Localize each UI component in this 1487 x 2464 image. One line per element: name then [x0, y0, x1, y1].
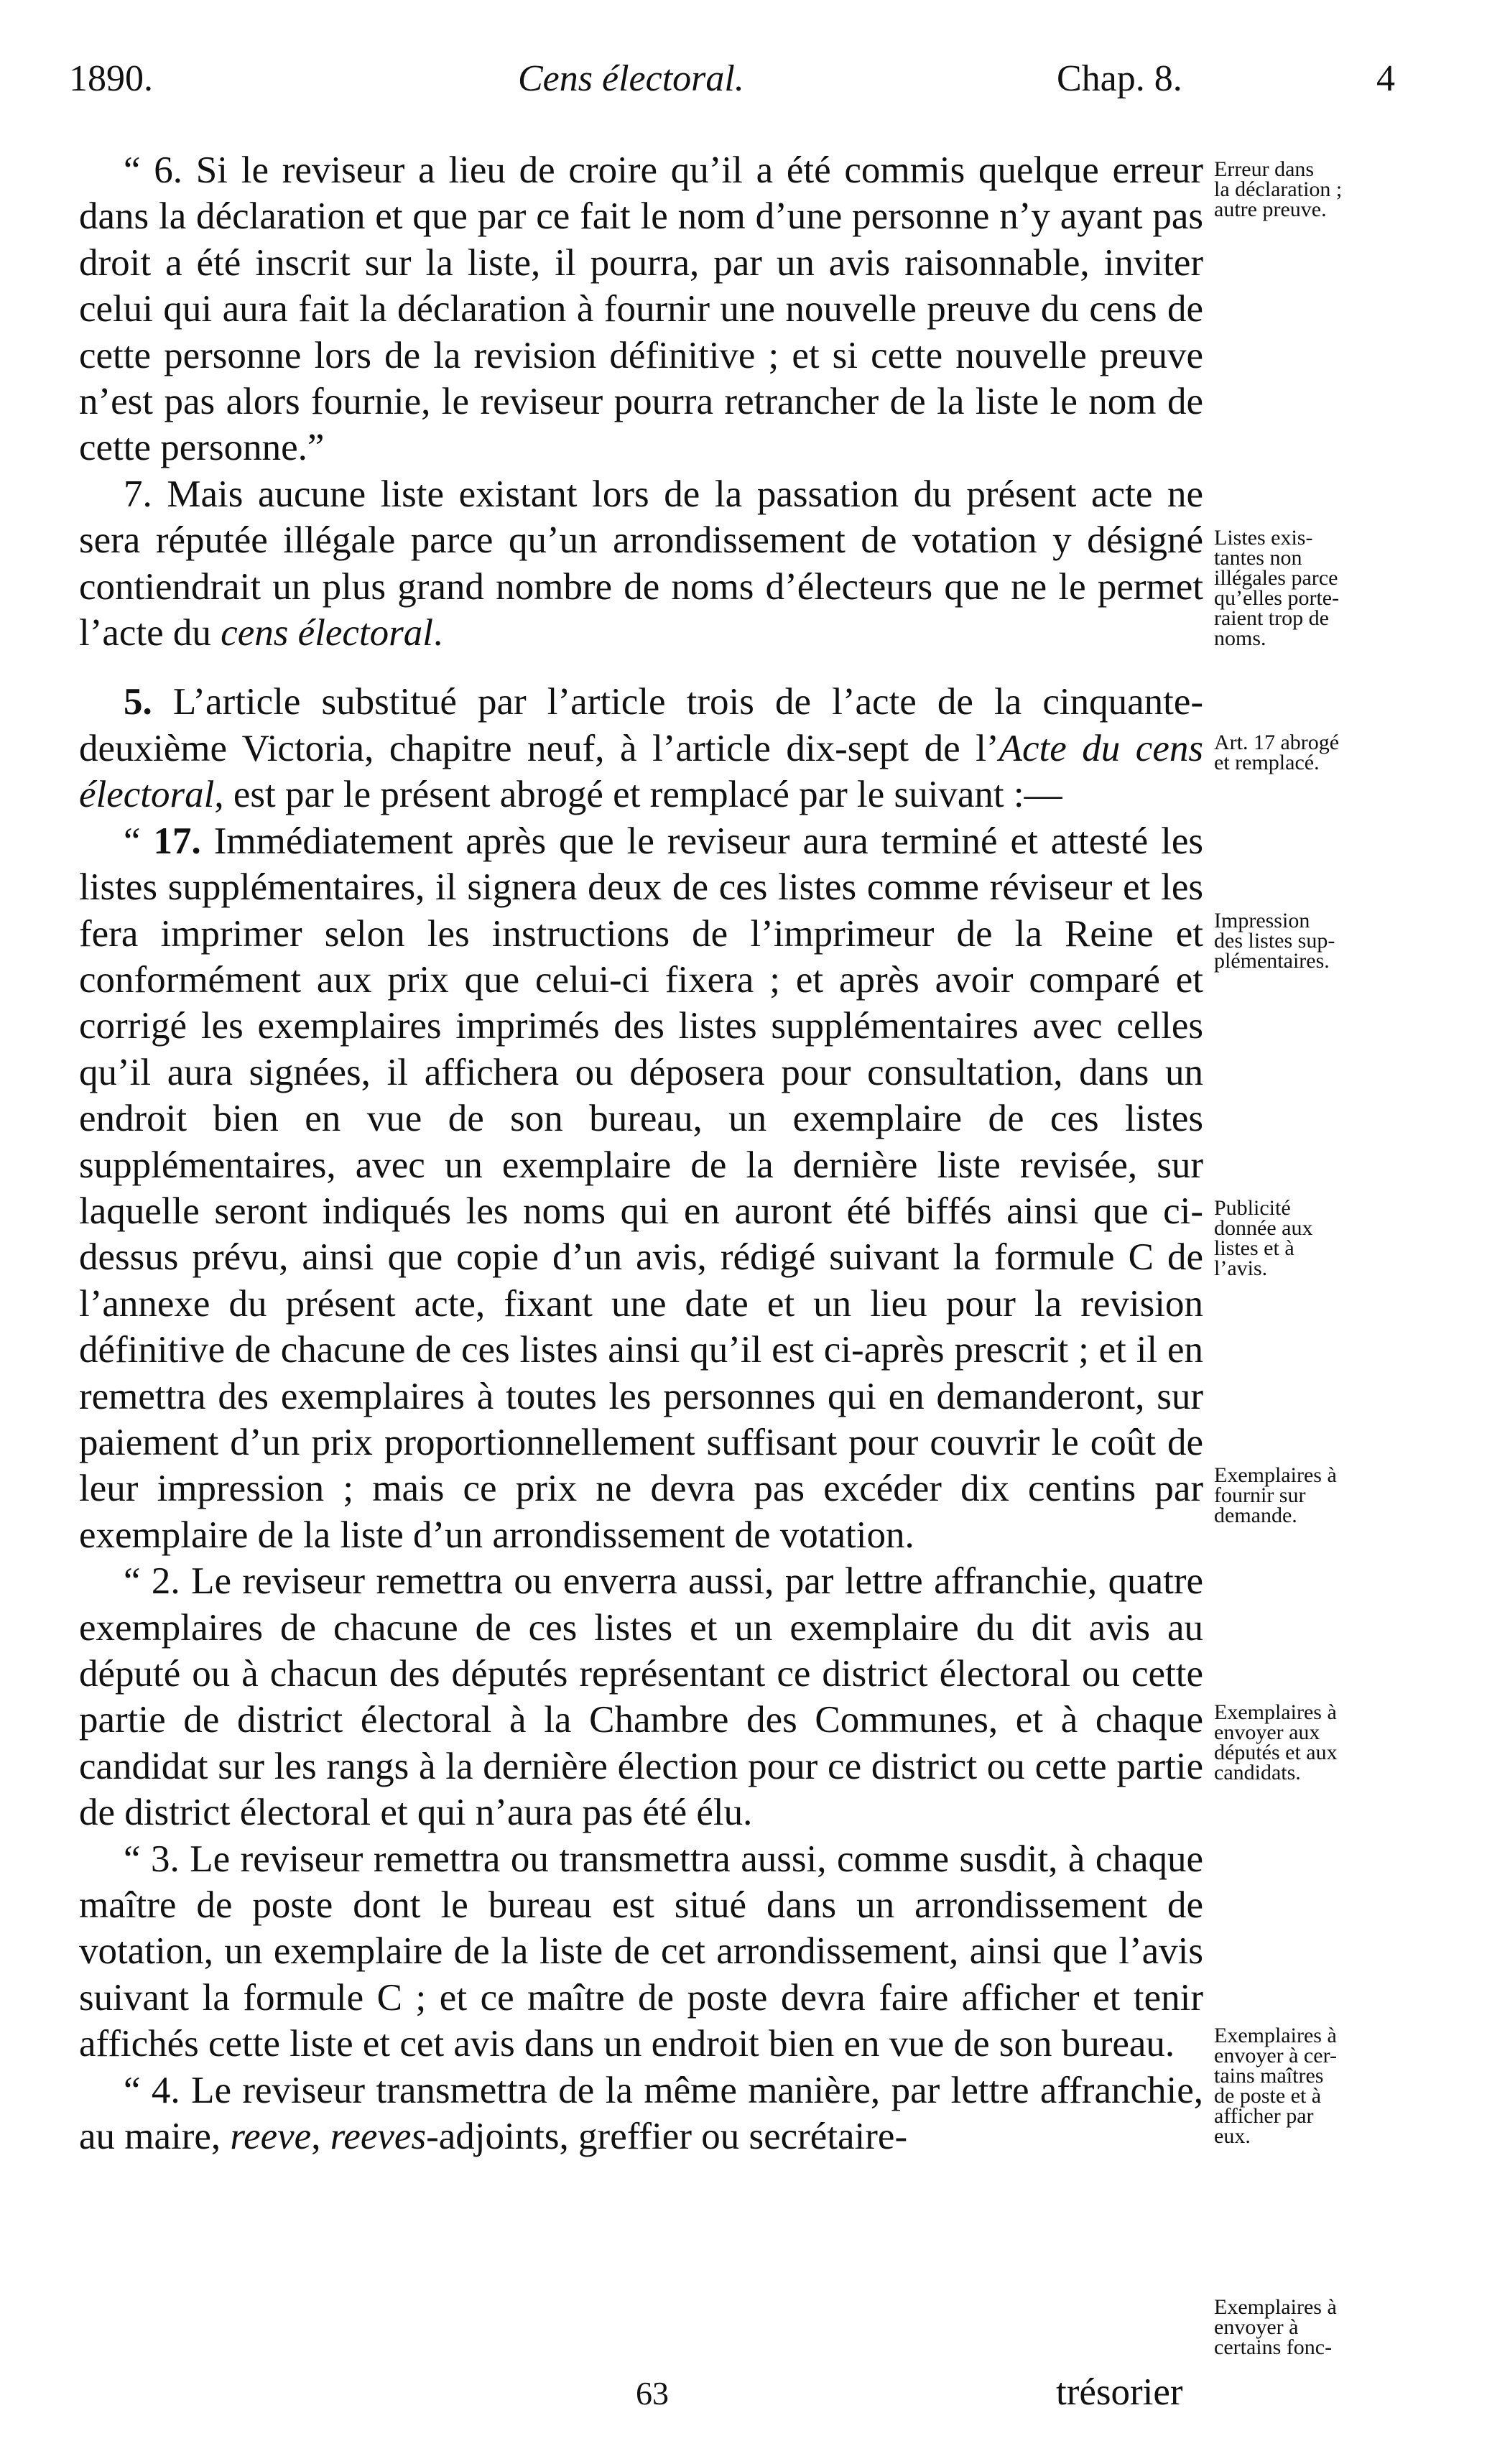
margin-note-exemplaires-deputes: Exemplaires à envoyer aux députés et aux candidats. — [1214, 1700, 1338, 1784]
subsection-4: “ 4. Le reviseur transmettra de la même manière, par lettre affranchie, au maire, reeve, reeves-adjoints, greffier ou secrétaire- — [79, 2069, 1203, 2158]
paragraph-6: “ 6. Si le reviseur a lieu de croire qu’il a été commis quelque erreur dans la déclaration et que par ce fait le nom d’une personne n’y ayant pas droit a été inscrit sur la liste, il pourra, par un avis raisonnable, inviter celui qui aura fait la déclaration à fournir une nouvelle preuve du cens de cette personne lors de la revision définitive ; et si cette nouvelle preuve n’est pas alors fournie, le reviseur pourra retrancher de la liste le nom de cette personne.” — [79, 149, 1203, 469]
header-page-number: 4 — [1376, 58, 1395, 99]
catchword: trésorier — [1056, 2371, 1183, 2413]
subsection-2: “ 2. Le reviseur remettra ou enverra aussi, par lettre affranchie, quatre exemplaires de chacune de ces listes et un exemplaire du dit avis au député ou à chacun des députés représentant ce district électoral ou cette partie de district électoral à la Chambre des Communes, et à chaque candidat sur les rangs à la dernière élection pour ce district ou cette partie de district électoral et qui n’aura pas été élu. — [79, 1560, 1203, 1834]
signature-mark: 63 — [636, 2375, 669, 2412]
header-year: 1890. — [69, 58, 153, 99]
header-chapter: Chap. 8. — [1057, 58, 1182, 99]
margin-note-art-17: Art. 17 abrogé et remplacé. — [1214, 731, 1340, 774]
margin-note-publicite: Publicité donnée aux listes et à l’avis. — [1214, 1196, 1313, 1280]
section-5: 5. L’article substitué par l’article trois de l’acte de la cinquante-deuxième Victoria, chapitre neuf, à l’article dix-sept de l’Acte du cens électoral, est par le présent abrogé et remplacé par le suivant :— — [79, 681, 1203, 816]
margin-note-maitres-de-poste: Exemplaires à envoyer à cer- tains maîtres de poste et à afficher par eux. — [1214, 2024, 1337, 2148]
main-text — [79, 147, 1203, 2159]
section-17: “ 17. Immédiatement après que le reviseur aura terminé et attesté les listes supplémentaires, il signera deux de ces listes comme réviseur et les fera imprimer selon les instructions de l’imprimeur de la Reine et conformément aux prix que celui-ci fixera ; et après avoir comparé et corrigé les exemplaires imprimés des listes supplémentaires avec celles qu’il aura signées, il affichera ou déposera pour consultation, dans un endroit bien en vue de son bureau, un exemplaire de ces listes supplémentaires, avec un exemplaire de la dernière liste revisée, sur laquelle seront indiqués les noms qui en auront été biffés ainsi que ci-dessus prévu, ainsi que copie d’un avis, rédigé suivant la formule C de l’annexe du présent acte, fixant une date et un lieu pour la revision définitive de chacune de ces listes ainsi qu’il est ci-après prescrit ; et il en remettra des exemplaires à toutes les personnes qui en demanderont, sur paiement d’un prix proportionnellement suffisant pour couvrir le coût de leur impression ; mais ce prix ne devra pas excéder dix centins par exemplaire de la liste d’un arrondissement de votation. — [79, 820, 1203, 1556]
margin-note-fonctionnaires: Exemplaires à envoyer à certains fonc- — [1214, 2295, 1337, 2359]
section-17-number: 17. — [153, 820, 201, 862]
margin-note-impression: Impression des listes sup- plémentaires. — [1214, 909, 1335, 973]
paragraph-7: 7. Mais aucune liste existant lors de la passation du présent acte ne sera réputée illégale parce qu’un arrondissement de votation y désigné contiendrait un plus grand nombre de noms d’électeurs que ne le permet l’acte du cens électoral. — [79, 473, 1203, 654]
margin-note-erreur: Erreur dans la déclaration ; autre preuve. — [1214, 157, 1343, 221]
margin-note-exemplaires-demande: Exemplaires à fournir sur demande. — [1214, 1463, 1337, 1527]
section-5-number: 5. — [124, 681, 152, 723]
header-title: Cens électoral. — [518, 58, 744, 99]
margin-note-listes-existantes: Listes exis- tantes non illégales parce qu’elles porte- raient trop de noms. — [1214, 526, 1340, 650]
running-header — [69, 57, 1419, 122]
subsection-3: “ 3. Le reviseur remettra ou transmettra aussi, comme susdit, à chaque maître de poste dont le bureau est situé dans un arrondissement de votation, un exemplaire de la liste de cet arrondissement, ainsi que l’avis suivant la formule C ; et ce maître de poste devra faire afficher et tenir affichés cette liste et cet avis dans un endroit bien en vue de son bureau. — [79, 1838, 1203, 2065]
